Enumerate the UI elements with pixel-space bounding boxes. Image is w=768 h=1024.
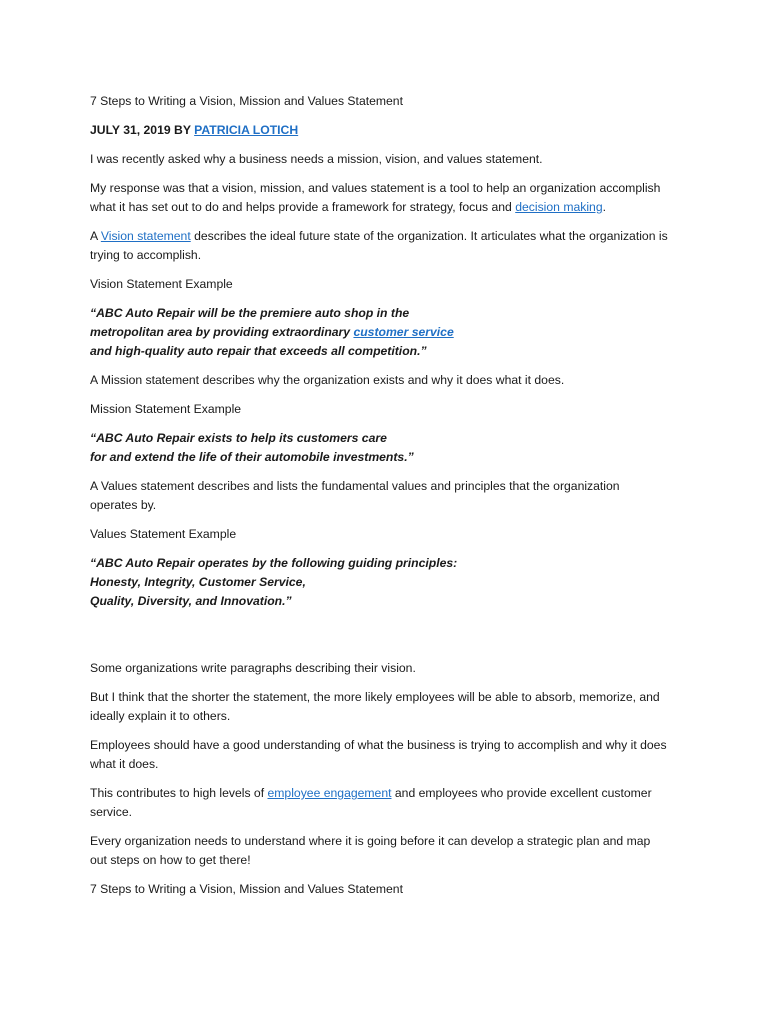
- mission-quote: [90, 429, 670, 467]
- response-text: My response was that a vision, mission, and values statement is a tool to help an organization accomplish what it has set out to do and helps provide a framework for strategy, focus and: [90, 181, 661, 214]
- response-end: .: [602, 200, 606, 214]
- values-quote: [90, 554, 670, 611]
- vision-prefix: A: [90, 229, 101, 243]
- paragraph-shorter-statement: But I think that the shorter the statement, the more likely employees will be able to absorb, memorize, and ideally explain it to others.: [90, 690, 660, 723]
- values-quote-line: “ABC Auto Repair operates by the following guiding principles:: [90, 556, 458, 570]
- document-body: [90, 92, 670, 909]
- article-title: 7 Steps to Writing a Vision, Mission and Values Statement: [90, 94, 403, 108]
- mission-example-heading: Mission Statement Example: [90, 402, 242, 416]
- vision-quote-line: “ABC Auto Repair will be the premiere auto shop in the: [90, 306, 410, 320]
- footer-title: 7 Steps to Writing a Vision, Mission and Values Statement: [90, 882, 403, 896]
- vision-quote-line: and high-quality auto repair that exceeds all competition.”: [90, 344, 427, 358]
- response-paragraph: [90, 179, 670, 217]
- engagement-end: and employees who provide excellent customer service.: [90, 786, 652, 819]
- engagement-text: This contributes to high levels of: [90, 786, 268, 800]
- vision-quote-line: [90, 323, 670, 342]
- vision-quote-text: metropolitan area by providing extraordinary: [90, 325, 354, 339]
- spacer: [90, 621, 670, 659]
- decision-making-link[interactable]: decision making: [515, 200, 603, 214]
- intro-paragraph: I was recently asked why a business needs a mission, vision, and values statement.: [90, 152, 543, 166]
- mission-quote-line: for and extend the life of their automobile investments.”: [90, 450, 414, 464]
- vision-paragraph: [90, 227, 670, 265]
- values-example-heading: Values Statement Example: [90, 527, 237, 541]
- vision-example-heading: Vision Statement Example: [90, 277, 233, 291]
- author-link[interactable]: PATRICIA LOTICH: [194, 123, 299, 137]
- paragraph-employees: Employees should have a good understanding of what the business is trying to accomplish and why it does what it does.: [90, 738, 667, 771]
- byline: [90, 121, 670, 140]
- employee-engagement-link[interactable]: employee engagement: [267, 786, 392, 800]
- values-paragraph: A Values statement describes and lists the fundamental values and principles that the organization operates by.: [90, 479, 620, 512]
- engagement-paragraph: [90, 784, 670, 822]
- vision-statement-link[interactable]: Vision statement: [100, 229, 191, 243]
- values-quote-line: Honesty, Integrity, Customer Service,: [90, 575, 306, 589]
- paragraph-every-organization: Every organization needs to understand where it is going before it can develop a strategic plan and map out steps on how to get there!: [90, 834, 651, 867]
- vision-text: describes the ideal future state of the organization. It articulates what the organization is trying to accomplish.: [90, 229, 668, 262]
- byline-date: JULY 31, 2019 BY: [90, 123, 195, 137]
- vision-quote: [90, 304, 670, 361]
- customer-service-link[interactable]: customer service: [353, 325, 454, 339]
- mission-paragraph: A Mission statement describes why the organization exists and why it does what it does.: [90, 373, 565, 387]
- values-quote-line: Quality, Diversity, and Innovation.”: [90, 594, 292, 608]
- paragraph-some-organizations: Some organizations write paragraphs describing their vision.: [90, 661, 416, 675]
- mission-quote-line: “ABC Auto Repair exists to help its customers care: [90, 431, 387, 445]
